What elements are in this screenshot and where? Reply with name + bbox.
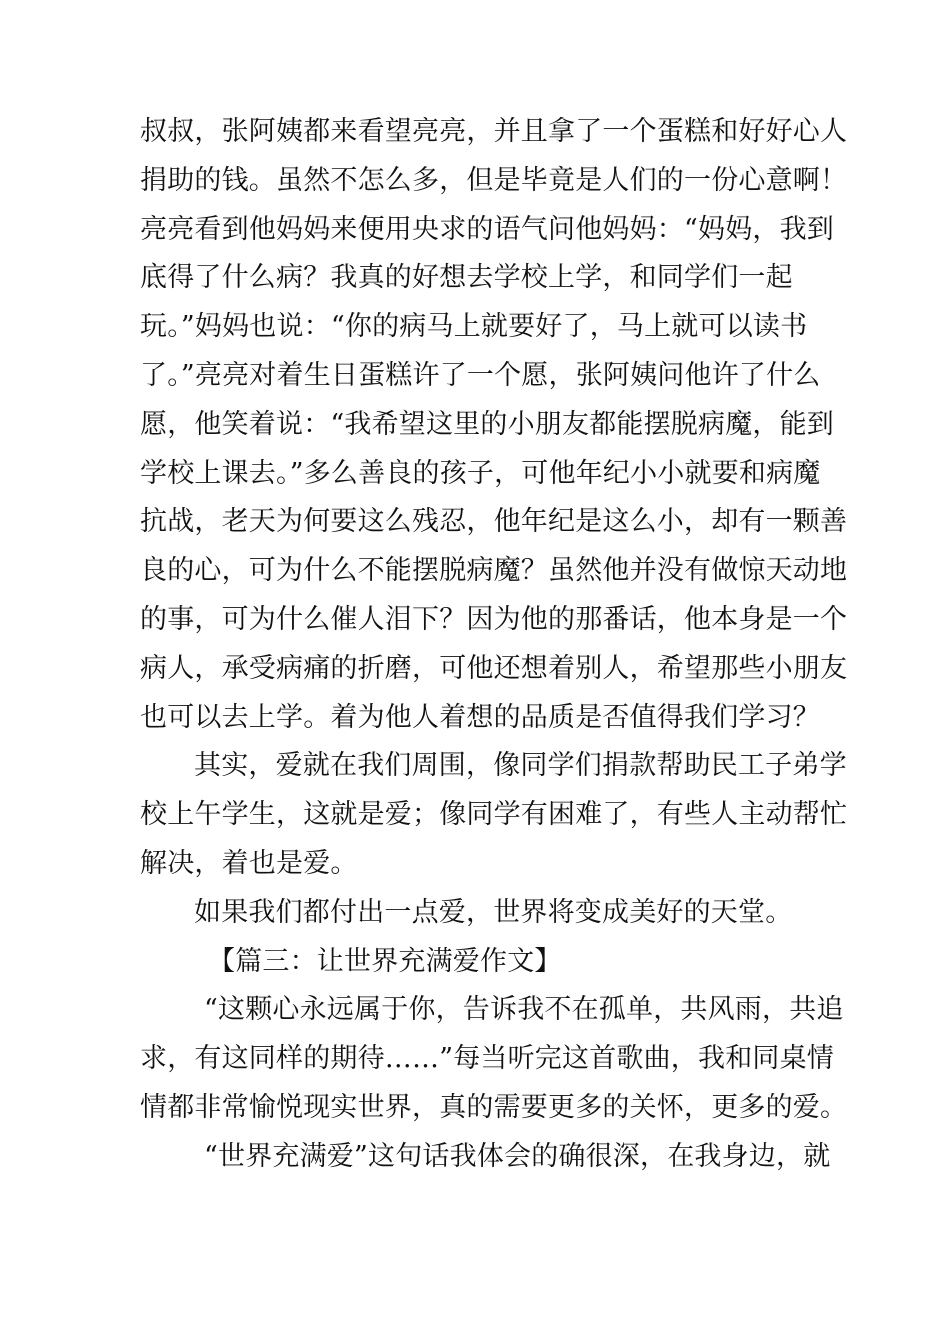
paragraph-line: 病人，承受病痛的折磨，可他还想着别人，希望那些小朋友 [140,652,848,684]
paragraph-line: 其实，爱就在我们周围，像同学们捐款帮助民工子弟学 [194,750,847,782]
paragraph-line: 的事，可为什么催人泪下？因为他的那番话，他本身是一个 [140,603,848,635]
paragraph-line: 学校上课去。”多么善良的孩子，可他年纪小小就要和病魔 [140,457,821,489]
paragraph-line: 亮亮看到他妈妈来便用央求的语气问他妈妈：“妈妈，我到 [140,213,835,245]
paragraph-line: 愿，他笑着说：“我希望这里的小朋友都能摆脱病魔，能到 [140,408,835,440]
paragraph-line: 解决，着也是爱。 [140,847,358,879]
paragraph-line: 了。”亮亮对着生日蛋糕许了一个愿，张阿姨问他许了什么 [140,359,821,391]
paragraph-line: 如果我们都付出一点爱，世界将变成美好的天堂。 [194,896,793,928]
paragraph-line: 捐助的钱。虽然不怎么多，但是毕竟是人们的一份心意啊！ [140,164,848,196]
paragraph-line: 良的心，可为什么不能摆脱病魔？虽然他并没有做惊天动地 [140,555,848,587]
section-heading: 【篇三：让世界充满爱作文】 [208,945,562,977]
essay-body [140,108,848,1182]
paragraph-line: 玩。”妈妈也说：“你的病马上就要好了，马上就可以读书 [140,311,808,343]
paragraph-line: “世界充满爱”这句话我体会的确很深，在我身边，就 [204,1140,831,1172]
paragraph-line: 求，有这同样的期待……”每当听完这首歌曲，我和同桌情 [140,1043,835,1075]
paragraph-line: 抗战，老天为何要这么残忍，他年纪是这么小，却有一颗善 [140,506,848,538]
paragraph-line: 叔叔，张阿姨都来看望亮亮，并且拿了一个蛋糕和好好心人 [140,116,848,147]
paragraph-line: “这颗心永远属于你，告诉我不在孤单，共风雨，共追 [204,994,844,1026]
paragraph-line: 情都非常愉悦现实世界，真的需要更多的关怀，更多的爱。 [140,1091,848,1123]
paragraph-line: 底得了什么病？我真的好想去学校上学，和同学们一起 [140,262,793,294]
paragraph-line: 也可以去上学。着为他人着想的品质是否值得我们学习？ [140,701,820,733]
paragraph-line: 校上午学生，这就是爱；像同学有困难了，有些人主动帮忙 [140,799,848,831]
